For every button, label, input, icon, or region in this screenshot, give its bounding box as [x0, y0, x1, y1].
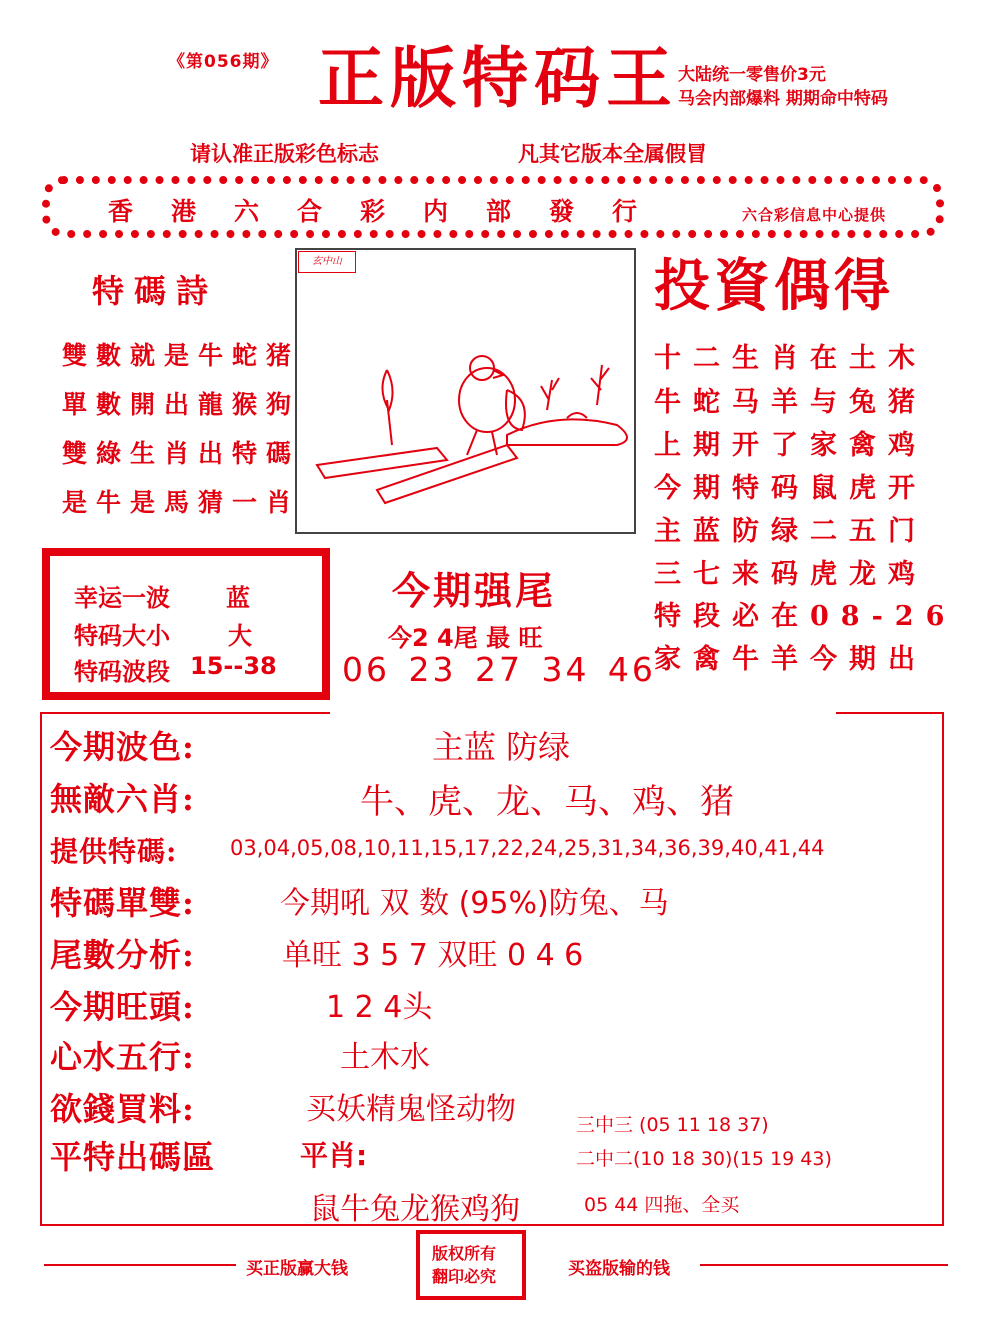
lucky-size-value: 大 [228, 622, 252, 650]
bird-sketch-illustration [297, 250, 634, 532]
tail-analysis-value: 单旺 3 5 7 双旺 0 4 6 [282, 938, 584, 973]
poem-line: 是牛是馬猜一肖 [62, 488, 301, 517]
six-zodiac-value: 牛、虎、龙、马、鸡、猪 [360, 782, 734, 822]
poem-title: 特碼詩 [92, 272, 219, 310]
wave-color-label: 今期波色: [50, 728, 195, 766]
odd-even-value: 今期吼 双 数 (95%)防兔、马 [280, 886, 669, 921]
poem-line: 單數開出龍猴狗 [62, 390, 301, 419]
buy-pirate-note: 买盗版输的钱 [568, 1259, 670, 1279]
frame-border [942, 712, 944, 1226]
invest-line: 今期特码鼠虎开 [654, 473, 927, 504]
invest-title: 投資偶得 [654, 253, 894, 319]
footer-rule [44, 1264, 236, 1266]
lucky-wave-label: 幸运一波 [74, 584, 170, 612]
invest-line: 上期开了家禽鸡 [654, 430, 927, 461]
poem-line: 雙數就是牛蛇猪 [62, 341, 301, 370]
issue-number: 《第056期》 [168, 52, 279, 72]
footer-rule [700, 1264, 948, 1266]
invest-line: 牛蛇马羊与兔猪 [654, 387, 927, 418]
wave-color-value: 主蓝 防绿 [432, 728, 571, 766]
lucky-size-label: 特码大小 [74, 622, 170, 650]
head-value: 1 2 4头 [326, 990, 433, 1025]
insider-note: 马会内部爆料 期期命中特码 [678, 89, 888, 109]
counterfeit-notice: 凡其它版本全属假冒 [518, 142, 707, 166]
authentic-notice: 请认准正版彩色标志 [190, 142, 379, 166]
strong-tail-subtitle: 今2 4尾 最 旺 [388, 624, 543, 652]
frame-border [836, 712, 944, 714]
invest-line: 家禽牛羊今期出 [654, 644, 927, 675]
lucky-range-label: 特码波段 [74, 658, 170, 686]
three-hit-value: 三中三 (05 11 18 37) [576, 1114, 769, 1136]
flat-zodiac-value: 鼠牛兔龙猴鸡狗 [310, 1192, 520, 1227]
two-hit-value: 二中二(10 18 30)(15 19 43) [576, 1148, 832, 1170]
drag-value: 05 44 四拖、全买 [584, 1194, 740, 1216]
invest-line: 三七来码虎龙鸡 [654, 559, 927, 590]
buy-genuine-note: 买正版赢大钱 [246, 1259, 348, 1279]
price-note: 大陆统一零售价3元 [678, 65, 826, 85]
head-label: 今期旺頭: [50, 988, 195, 1026]
provide-numbers-value: 03,04,05,08,10,11,15,17,22,24,25,31,34,36,39,40,41,44 [230, 836, 825, 860]
frame-border [40, 712, 330, 714]
invest-line: 十二生肖在土木 [654, 343, 927, 374]
frame-border [40, 712, 42, 1226]
poem-line: 雙綠生肖出特碼 [62, 439, 301, 468]
buy-label: 欲錢買料: [50, 1090, 195, 1128]
page-title: 正版特码王 [318, 39, 678, 117]
info-center-note: 六合彩信息中心提供 [742, 206, 887, 224]
copyright-line: 版权所有 [432, 1244, 497, 1263]
buy-value: 买妖精鬼怪动物 [306, 1092, 516, 1127]
six-zodiac-label: 無敵六肖: [50, 780, 195, 818]
lucky-wave-value: 蓝 [226, 584, 250, 612]
provide-numbers-label: 提供特碼: [50, 835, 178, 868]
invest-line: 特段必在08-26 [654, 601, 957, 632]
strong-tail-title: 今期强尾 [392, 568, 557, 613]
flat-special-label: 平特出碼區 [50, 1138, 216, 1176]
artist-stamp: 玄中山 [298, 251, 356, 273]
five-elements-label: 心水五行: [50, 1038, 195, 1076]
five-elements-value: 土木水 [340, 1040, 430, 1075]
lucky-range-value: 15--38 [190, 652, 277, 680]
tail-analysis-label: 尾數分析: [50, 936, 195, 974]
reprint-warning: 翻印必究 [432, 1267, 497, 1286]
banner-text: 香港六合彩内部發行 [108, 197, 676, 226]
strong-tail-numbers: 06 23 27 34 46 [342, 650, 656, 689]
odd-even-label: 特碼單雙: [50, 884, 195, 922]
invest-line: 主蓝防绿二五门 [654, 516, 927, 547]
illustration-frame [295, 248, 636, 534]
flat-zodiac-label: 平肖: [300, 1139, 368, 1172]
